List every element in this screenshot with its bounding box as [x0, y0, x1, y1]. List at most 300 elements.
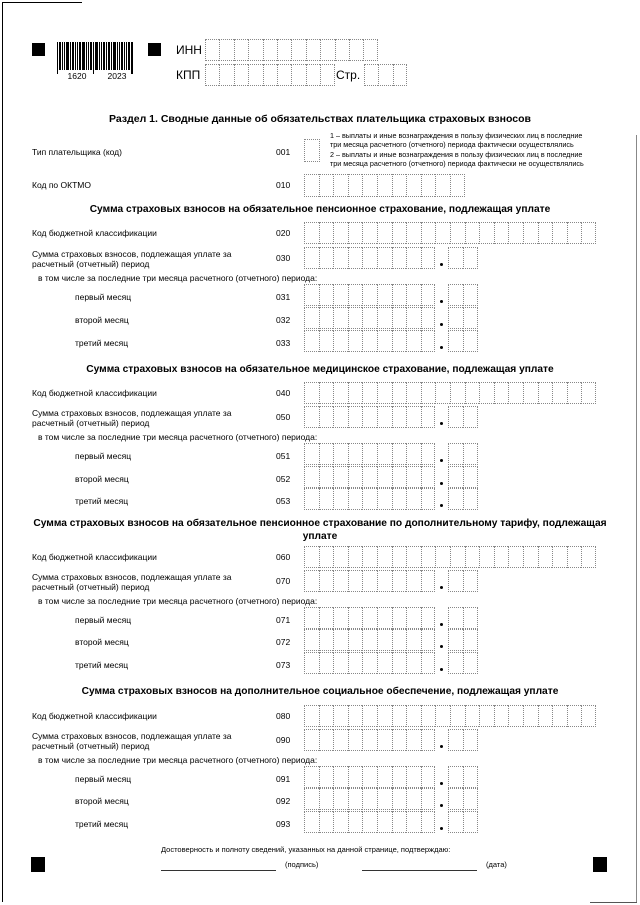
input-cell[interactable] — [377, 406, 392, 428]
input-cell[interactable] — [304, 705, 319, 727]
input-cell[interactable] — [448, 406, 463, 428]
month-amount-field-rubles[interactable] — [304, 330, 435, 352]
input-cell[interactable] — [263, 64, 277, 86]
input-cell[interactable] — [450, 546, 465, 568]
input-cell[interactable] — [304, 406, 319, 428]
input-cell[interactable] — [479, 382, 494, 404]
input-cell[interactable] — [392, 607, 407, 629]
input-cell[interactable] — [406, 466, 421, 488]
total-amount-field-rubles[interactable] — [304, 570, 435, 592]
input-cell[interactable] — [362, 546, 377, 568]
input-cell[interactable] — [348, 284, 363, 306]
input-cell[interactable] — [406, 406, 421, 428]
input-cell[interactable] — [523, 222, 538, 244]
input-cell[interactable] — [333, 247, 348, 269]
input-cell[interactable] — [234, 64, 248, 86]
input-cell[interactable] — [377, 766, 392, 788]
input-cell[interactable] — [392, 247, 407, 269]
input-cell[interactable] — [377, 546, 392, 568]
month-amount-field-kopecks[interactable] — [448, 811, 478, 833]
input-cell[interactable] — [421, 284, 436, 306]
input-cell[interactable] — [291, 64, 305, 86]
input-cell[interactable] — [304, 546, 319, 568]
input-cell[interactable] — [494, 382, 509, 404]
input-cell[interactable] — [348, 629, 363, 651]
input-cell[interactable] — [291, 39, 305, 61]
input-cell[interactable] — [348, 546, 363, 568]
month-amount-field-kopecks[interactable] — [448, 284, 478, 306]
kbk-field[interactable] — [304, 222, 596, 244]
month-amount-field-rubles[interactable] — [304, 766, 435, 788]
input-cell[interactable] — [406, 766, 421, 788]
input-cell[interactable] — [567, 546, 582, 568]
input-cell[interactable] — [421, 443, 436, 465]
input-cell[interactable] — [406, 330, 421, 352]
input-cell[interactable] — [362, 488, 377, 510]
total-amount-field-kopecks[interactable] — [448, 729, 478, 751]
input-cell[interactable] — [377, 570, 392, 592]
input-cell[interactable] — [304, 729, 319, 751]
input-cell[interactable] — [348, 811, 363, 833]
date-line[interactable] — [362, 870, 477, 871]
input-cell[interactable] — [421, 466, 436, 488]
input-cell[interactable] — [362, 729, 377, 751]
input-cell[interactable] — [538, 546, 553, 568]
input-cell[interactable] — [581, 705, 596, 727]
input-cell[interactable] — [304, 629, 319, 651]
month-amount-field-rubles[interactable] — [304, 811, 435, 833]
input-cell[interactable] — [219, 64, 233, 86]
input-cell[interactable] — [463, 652, 478, 674]
input-cell[interactable] — [448, 729, 463, 751]
input-cell[interactable] — [377, 307, 392, 329]
total-amount-field-rubles[interactable] — [304, 406, 435, 428]
input-cell[interactable] — [304, 466, 319, 488]
input-cell[interactable] — [421, 382, 436, 404]
input-cell[interactable] — [378, 64, 392, 86]
input-cell[interactable] — [494, 546, 509, 568]
input-cell[interactable] — [392, 570, 407, 592]
input-cell[interactable] — [508, 222, 523, 244]
input-cell[interactable] — [333, 729, 348, 751]
input-cell[interactable] — [421, 174, 436, 197]
input-cell[interactable] — [406, 284, 421, 306]
input-cell[interactable] — [362, 222, 377, 244]
input-cell[interactable] — [421, 488, 436, 510]
input-cell[interactable] — [538, 705, 553, 727]
input-cell[interactable] — [392, 406, 407, 428]
input-cell[interactable] — [392, 811, 407, 833]
input-cell[interactable] — [377, 284, 392, 306]
input-cell[interactable] — [406, 488, 421, 510]
input-cell[interactable] — [319, 382, 334, 404]
input-cell[interactable] — [304, 788, 319, 810]
input-cell[interactable] — [406, 607, 421, 629]
total-amount-field-kopecks[interactable] — [448, 406, 478, 428]
input-cell[interactable] — [349, 39, 363, 61]
input-cell[interactable] — [581, 546, 596, 568]
input-cell[interactable] — [362, 570, 377, 592]
input-cell[interactable] — [333, 443, 348, 465]
input-cell[interactable] — [377, 330, 392, 352]
input-cell[interactable] — [448, 766, 463, 788]
input-cell[interactable] — [348, 307, 363, 329]
input-cell[interactable] — [448, 607, 463, 629]
input-cell[interactable] — [248, 39, 262, 61]
input-cell[interactable] — [333, 406, 348, 428]
input-cell[interactable] — [494, 222, 509, 244]
input-cell[interactable] — [377, 488, 392, 510]
input-cell[interactable] — [567, 382, 582, 404]
input-cell[interactable] — [392, 766, 407, 788]
input-cell[interactable] — [362, 330, 377, 352]
input-cell[interactable] — [219, 39, 233, 61]
input-cell[interactable] — [479, 705, 494, 727]
input-cell[interactable] — [406, 729, 421, 751]
input-cell[interactable] — [523, 382, 538, 404]
input-cell[interactable] — [392, 705, 407, 727]
input-cell[interactable] — [448, 570, 463, 592]
total-amount-field-rubles[interactable] — [304, 247, 435, 269]
input-cell[interactable] — [463, 466, 478, 488]
input-cell[interactable] — [304, 139, 320, 162]
input-cell[interactable] — [348, 174, 363, 197]
signature-line[interactable] — [161, 870, 276, 871]
input-cell[interactable] — [421, 629, 436, 651]
input-cell[interactable] — [567, 705, 582, 727]
input-cell[interactable] — [348, 466, 363, 488]
input-cell[interactable] — [463, 629, 478, 651]
input-cell[interactable] — [319, 570, 334, 592]
input-cell[interactable] — [538, 382, 553, 404]
input-cell[interactable] — [333, 811, 348, 833]
input-cell[interactable] — [304, 174, 319, 197]
input-cell[interactable] — [463, 307, 478, 329]
input-cell[interactable] — [333, 705, 348, 727]
input-cell[interactable] — [304, 330, 319, 352]
input-cell[interactable] — [348, 766, 363, 788]
input-cell[interactable] — [523, 705, 538, 727]
input-cell[interactable] — [205, 39, 219, 61]
input-cell[interactable] — [421, 811, 436, 833]
input-cell[interactable] — [448, 247, 463, 269]
input-cell[interactable] — [348, 406, 363, 428]
input-cell[interactable] — [448, 488, 463, 510]
input-cell[interactable] — [319, 607, 334, 629]
input-cell[interactable] — [319, 406, 334, 428]
input-cell[interactable] — [304, 766, 319, 788]
input-cell[interactable] — [333, 284, 348, 306]
input-cell[interactable] — [333, 488, 348, 510]
input-cell[interactable] — [552, 705, 567, 727]
input-cell[interactable] — [333, 629, 348, 651]
input-cell[interactable] — [319, 766, 334, 788]
input-cell[interactable] — [333, 466, 348, 488]
input-cell[interactable] — [508, 382, 523, 404]
input-cell[interactable] — [333, 174, 348, 197]
input-cell[interactable] — [421, 705, 436, 727]
input-cell[interactable] — [306, 64, 320, 86]
input-cell[interactable] — [392, 466, 407, 488]
input-cell[interactable] — [392, 652, 407, 674]
input-cell[interactable] — [463, 443, 478, 465]
total-amount-field-rubles[interactable] — [304, 729, 435, 751]
input-cell[interactable] — [406, 222, 421, 244]
input-cell[interactable] — [392, 546, 407, 568]
input-cell[interactable] — [377, 652, 392, 674]
input-cell[interactable] — [421, 222, 436, 244]
input-cell[interactable] — [421, 546, 436, 568]
input-cell[interactable] — [362, 705, 377, 727]
input-cell[interactable] — [479, 546, 494, 568]
input-cell[interactable] — [406, 705, 421, 727]
input-cell[interactable] — [463, 570, 478, 592]
input-cell[interactable] — [304, 488, 319, 510]
input-cell[interactable] — [377, 811, 392, 833]
input-cell[interactable] — [333, 222, 348, 244]
input-cell[interactable] — [463, 788, 478, 810]
input-cell[interactable] — [333, 570, 348, 592]
input-cell[interactable] — [406, 174, 421, 197]
input-cell[interactable] — [248, 64, 262, 86]
input-cell[interactable] — [348, 330, 363, 352]
month-amount-field-kopecks[interactable] — [448, 788, 478, 810]
input-cell[interactable] — [421, 307, 436, 329]
month-amount-field-kopecks[interactable] — [448, 466, 478, 488]
input-cell[interactable] — [333, 546, 348, 568]
inn-field[interactable] — [205, 39, 378, 61]
input-cell[interactable] — [421, 607, 436, 629]
input-cell[interactable] — [406, 629, 421, 651]
input-cell[interactable] — [362, 284, 377, 306]
input-cell[interactable] — [421, 570, 436, 592]
input-cell[interactable] — [552, 546, 567, 568]
input-cell[interactable] — [448, 307, 463, 329]
input-cell[interactable] — [319, 546, 334, 568]
input-cell[interactable] — [333, 788, 348, 810]
input-cell[interactable] — [348, 488, 363, 510]
input-cell[interactable] — [463, 247, 478, 269]
input-cell[interactable] — [377, 382, 392, 404]
input-cell[interactable] — [392, 488, 407, 510]
input-cell[interactable] — [319, 466, 334, 488]
month-amount-field-rubles[interactable] — [304, 788, 435, 810]
input-cell[interactable] — [463, 284, 478, 306]
input-cell[interactable] — [362, 247, 377, 269]
input-cell[interactable] — [319, 811, 334, 833]
input-cell[interactable] — [348, 443, 363, 465]
input-cell[interactable] — [392, 382, 407, 404]
month-amount-field-rubles[interactable] — [304, 652, 435, 674]
input-cell[interactable] — [319, 307, 334, 329]
month-amount-field-rubles[interactable] — [304, 443, 435, 465]
input-cell[interactable] — [348, 652, 363, 674]
input-cell[interactable] — [463, 488, 478, 510]
input-cell[interactable] — [406, 546, 421, 568]
input-cell[interactable] — [406, 811, 421, 833]
input-cell[interactable] — [463, 811, 478, 833]
input-cell[interactable] — [406, 307, 421, 329]
input-cell[interactable] — [263, 39, 277, 61]
input-cell[interactable] — [348, 222, 363, 244]
input-cell[interactable] — [406, 247, 421, 269]
input-cell[interactable] — [448, 330, 463, 352]
input-cell[interactable] — [406, 788, 421, 810]
input-cell[interactable] — [348, 382, 363, 404]
month-amount-field-kopecks[interactable] — [448, 607, 478, 629]
input-cell[interactable] — [421, 652, 436, 674]
month-amount-field-rubles[interactable] — [304, 466, 435, 488]
input-cell[interactable] — [304, 382, 319, 404]
input-cell[interactable] — [463, 607, 478, 629]
input-cell[interactable] — [335, 39, 349, 61]
input-cell[interactable] — [277, 39, 291, 61]
input-cell[interactable] — [450, 705, 465, 727]
input-cell[interactable] — [362, 307, 377, 329]
input-cell[interactable] — [435, 546, 450, 568]
input-cell[interactable] — [362, 466, 377, 488]
input-cell[interactable] — [348, 607, 363, 629]
input-cell[interactable] — [319, 247, 334, 269]
input-cell[interactable] — [463, 330, 478, 352]
input-cell[interactable] — [392, 222, 407, 244]
input-cell[interactable] — [319, 629, 334, 651]
input-cell[interactable] — [348, 247, 363, 269]
input-cell[interactable] — [435, 222, 450, 244]
input-cell[interactable] — [448, 629, 463, 651]
input-cell[interactable] — [523, 546, 538, 568]
input-cell[interactable] — [435, 382, 450, 404]
month-amount-field-rubles[interactable] — [304, 607, 435, 629]
input-cell[interactable] — [319, 174, 334, 197]
input-cell[interactable] — [465, 382, 480, 404]
input-cell[interactable] — [362, 382, 377, 404]
input-cell[interactable] — [392, 174, 407, 197]
input-cell[interactable] — [348, 729, 363, 751]
input-cell[interactable] — [319, 652, 334, 674]
input-cell[interactable] — [463, 766, 478, 788]
input-cell[interactable] — [319, 788, 334, 810]
input-cell[interactable] — [362, 174, 377, 197]
input-cell[interactable] — [508, 705, 523, 727]
input-cell[interactable] — [463, 729, 478, 751]
input-cell[interactable] — [333, 330, 348, 352]
input-cell[interactable] — [377, 607, 392, 629]
input-cell[interactable] — [234, 39, 248, 61]
month-amount-field-kopecks[interactable] — [448, 766, 478, 788]
month-amount-field-rubles[interactable] — [304, 629, 435, 651]
input-cell[interactable] — [448, 788, 463, 810]
input-cell[interactable] — [333, 652, 348, 674]
input-cell[interactable] — [448, 284, 463, 306]
input-cell[interactable] — [362, 607, 377, 629]
input-cell[interactable] — [494, 705, 509, 727]
input-cell[interactable] — [421, 788, 436, 810]
input-cell[interactable] — [333, 607, 348, 629]
month-amount-field-rubles[interactable] — [304, 284, 435, 306]
input-cell[interactable] — [377, 466, 392, 488]
input-cell[interactable] — [363, 39, 377, 61]
kpp-field[interactable] — [205, 64, 335, 86]
input-cell[interactable] — [421, 406, 436, 428]
input-cell[interactable] — [319, 705, 334, 727]
month-amount-field-kopecks[interactable] — [448, 488, 478, 510]
input-cell[interactable] — [421, 330, 436, 352]
input-cell[interactable] — [304, 222, 319, 244]
input-cell[interactable] — [435, 705, 450, 727]
input-cell[interactable] — [465, 705, 480, 727]
input-cell[interactable] — [377, 174, 392, 197]
input-cell[interactable] — [333, 307, 348, 329]
input-cell[interactable] — [406, 652, 421, 674]
input-cell[interactable] — [406, 443, 421, 465]
input-cell[interactable] — [552, 222, 567, 244]
input-cell[interactable] — [377, 247, 392, 269]
input-cell[interactable] — [377, 443, 392, 465]
total-amount-field-kopecks[interactable] — [448, 247, 478, 269]
kbk-field[interactable] — [304, 705, 596, 727]
input-cell[interactable] — [333, 766, 348, 788]
input-cell[interactable] — [362, 629, 377, 651]
input-cell[interactable] — [304, 284, 319, 306]
input-cell[interactable] — [362, 811, 377, 833]
input-cell[interactable] — [450, 174, 465, 197]
input-cell[interactable] — [421, 766, 436, 788]
total-amount-field-kopecks[interactable] — [448, 570, 478, 592]
input-cell[interactable] — [304, 607, 319, 629]
month-amount-field-kopecks[interactable] — [448, 307, 478, 329]
input-cell[interactable] — [377, 729, 392, 751]
kbk-field[interactable] — [304, 382, 596, 404]
month-amount-field-kopecks[interactable] — [448, 330, 478, 352]
input-cell[interactable] — [304, 811, 319, 833]
input-cell[interactable] — [304, 570, 319, 592]
input-cell[interactable] — [348, 570, 363, 592]
input-cell[interactable] — [319, 284, 334, 306]
input-cell[interactable] — [450, 222, 465, 244]
month-amount-field-kopecks[interactable] — [448, 443, 478, 465]
input-cell[interactable] — [463, 406, 478, 428]
input-cell[interactable] — [348, 705, 363, 727]
input-cell[interactable] — [319, 488, 334, 510]
input-cell[interactable] — [392, 307, 407, 329]
input-cell[interactable] — [377, 222, 392, 244]
input-cell[interactable] — [306, 39, 320, 61]
input-cell[interactable] — [450, 382, 465, 404]
input-cell[interactable] — [362, 652, 377, 674]
input-cell[interactable] — [421, 729, 436, 751]
input-cell[interactable] — [448, 652, 463, 674]
input-cell[interactable] — [319, 729, 334, 751]
kbk-field[interactable] — [304, 546, 596, 568]
input-cell[interactable] — [320, 39, 334, 61]
input-cell[interactable] — [319, 443, 334, 465]
input-cell[interactable] — [406, 382, 421, 404]
input-cell[interactable] — [392, 629, 407, 651]
input-cell[interactable] — [304, 247, 319, 269]
input-cell[interactable] — [348, 788, 363, 810]
input-cell[interactable] — [393, 64, 407, 86]
input-cell[interactable] — [448, 443, 463, 465]
input-cell[interactable] — [333, 382, 348, 404]
input-cell[interactable] — [377, 788, 392, 810]
input-cell[interactable] — [435, 174, 450, 197]
input-cell[interactable] — [319, 330, 334, 352]
input-cell[interactable] — [392, 284, 407, 306]
input-cell[interactable] — [277, 64, 291, 86]
input-cell[interactable] — [362, 788, 377, 810]
input-cell[interactable] — [320, 64, 334, 86]
